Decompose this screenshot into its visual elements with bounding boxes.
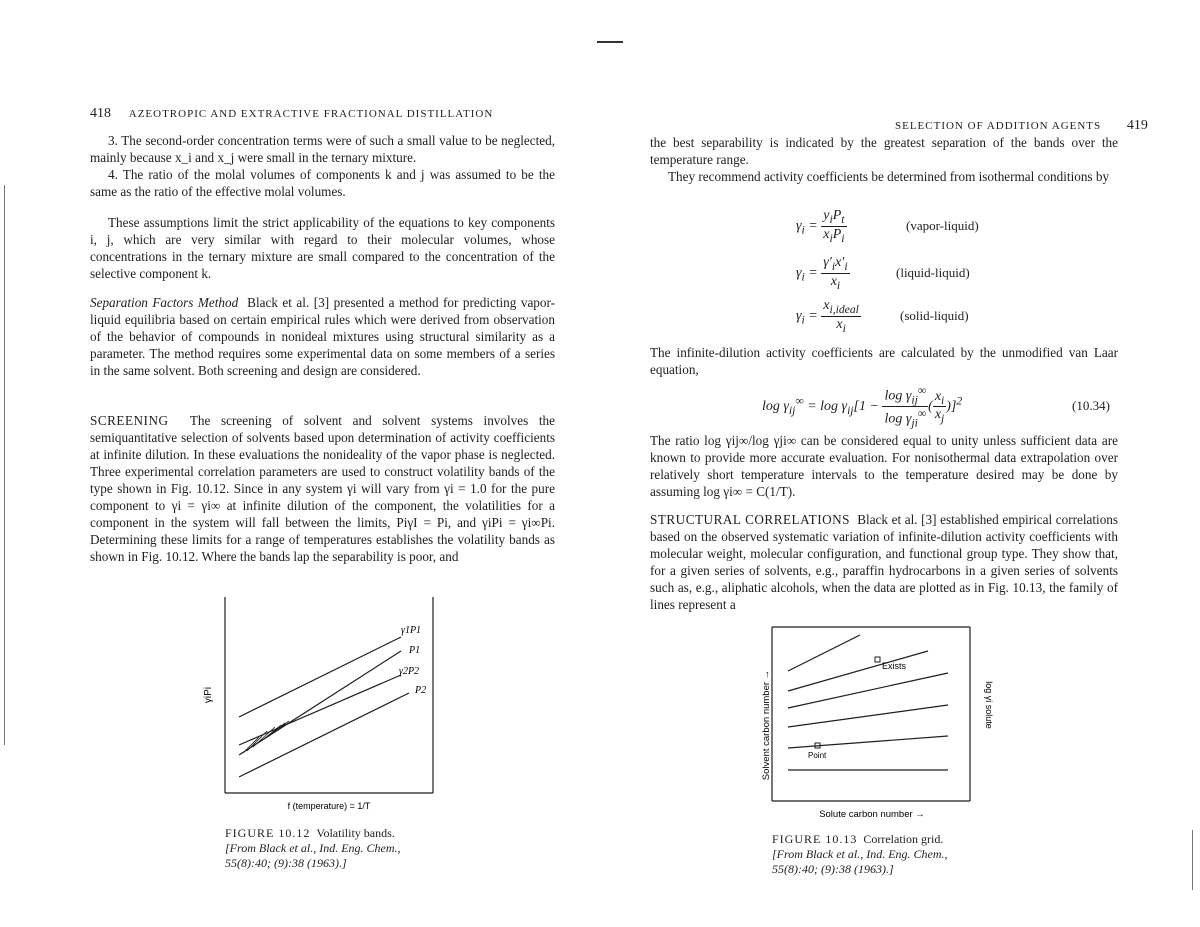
equation-vapor-liquid: $\gamma_i$ = $\frac{y_iP_t}{x_iP_i}$	[796, 208, 845, 245]
figure-10-12-caption	[225, 826, 430, 871]
fig13-line-5	[788, 736, 948, 748]
right-page	[600, 0, 1200, 927]
right-page-number: 419	[1126, 118, 1148, 133]
fig13-x-label: Solute carbon number →	[819, 809, 925, 820]
fig13-caption-source: [From Black et al., Ind. Eng. Chem., 55(8):40; (9):38 (1963).]	[772, 847, 948, 876]
separation-factors-section	[90, 294, 555, 379]
equation-number: (10.34)	[1072, 398, 1110, 413]
structural-heading: STRUCTURAL CORRELATIONS	[650, 512, 850, 527]
screening-section	[90, 412, 555, 565]
fig12-y-label: γiPi	[203, 686, 214, 704]
fig12-label-g1p1: γ1P1	[401, 625, 422, 636]
equation-10-34: $\log \gamma_{ij}^\infty = \log \gamma_{ij}[1$ − $\frac{\log \gamma_{ij}^\infty}{\log \gamma_{ji}^\infty}$ ( $\frac{x_i}{x_j}$ )]$^2$	[762, 384, 963, 430]
left-running-head: AZEOTROPIC AND EXTRACTIVE FRACTIONAL DISTILLATION	[128, 108, 494, 120]
separation-factors-heading: Separation Factors Method	[90, 295, 239, 310]
figure-10-13	[760, 625, 994, 825]
fig13-caption-title: Correlation grid.	[863, 832, 944, 846]
item-4: 4. The ratio of the molal volumes of components k and j was assumed to be the same as the ratio of the effective molal volumes.	[90, 167, 555, 199]
left-items	[90, 132, 555, 200]
screening-heading: SCREENING	[90, 413, 169, 428]
separation-factors-body: Black et al. [3] presented a method for predicting vapor-liquid equilibria based on certain empirical rules which were derived from observation of the behavior of compounds in nonideal mixtures using structural similarity as a parameter. The method requires some experimental data on some members of a series in the same solvent. Both screening and design are considered.	[90, 295, 556, 378]
fig12-caption-label: FIGURE 10.12	[225, 826, 311, 840]
ratio-text: The ratio log γij∞/log γji∞ can be considered equal to unity unless sufficient data are known to provide more accurate evaluation. For nonisothermal data extrapolation over relatively short temperature intervals to the temperature desired may be done by assuming log γi∞ = C(1/T).	[650, 433, 1118, 499]
fig13-line-2	[788, 651, 928, 691]
fig13-annotation-point: Point	[808, 751, 827, 760]
left-header	[90, 106, 493, 122]
eq-label-liquid-liquid: (liquid-liquid)	[896, 265, 970, 280]
assumptions-text: These assumptions limit the strict applicability of the equations to key components i, j, which are very similar with regard to their molecular volumes, whose concentrations in the ternary mixture are small compared to the concentration of the selective component k.	[90, 215, 555, 281]
right-continuation	[650, 134, 1118, 185]
equation-solid-liquid: $\gamma_i$ = $\frac{x_{i,ideal}}{x_i}$	[796, 298, 859, 335]
fig13-y-label: Solvent carbon number →	[761, 669, 772, 781]
fig12-x-label: f (temperature) = 1/T	[287, 801, 371, 811]
left-page-number: 418	[90, 106, 111, 121]
continuation-text: the best separability is indicated by the greatest separation of the bands over the temperature range.	[650, 135, 1118, 167]
infinite-dilution-text: The infinite-dilution activity coefficients are calculated by the unmodified van Laar equation,	[650, 345, 1118, 377]
ratio-paragraph	[650, 432, 1118, 500]
fig12-caption-title: Volatility bands.	[316, 826, 395, 840]
item-3: 3. The second-order concentration terms were of such a small value to be neglected, mainly because x_i and x_j were small in the ternary mixture.	[90, 133, 555, 165]
figure-10-13-caption	[772, 832, 977, 877]
fig12-line-p2	[239, 693, 409, 777]
fig12-caption-source: [From Black et al., Ind. Eng. Chem., 55(8):40; (9):38 (1963).]	[225, 841, 401, 870]
fig13-right-label: log γi solute	[984, 681, 994, 729]
right-running-head: SELECTION OF ADDITION AGENTS	[895, 120, 1102, 132]
structural-body: Black et al. [3] established empirical correlations based on the observed systematic variation of infinite-dilution activity coefficients with molecular weight, molecular configuration, and functional group type. They show that, for a given series of solvents, e.g., paraffin hydrocarbons in a given series of solvents such as, e.g., aliphatic alcohols, when the data are plotted as in Fig. 10.13, the family of lines represent a	[650, 512, 1119, 612]
assumptions-paragraph	[90, 214, 555, 282]
fig13-line-3	[788, 673, 948, 708]
fig13-caption-label: FIGURE 10.13	[772, 832, 858, 846]
right-header	[895, 118, 1148, 134]
eq-label-vapor-liquid: (vapor-liquid)	[906, 218, 979, 233]
fig12-overlap-hatch	[243, 721, 289, 753]
fig12-label-g2p2: γ2P2	[399, 666, 420, 677]
fig13-marker-exists	[875, 657, 880, 662]
recommend-text: They recommend activity coefficients be determined from isothermal conditions by	[668, 169, 1110, 184]
fig13-annotation-exists: Exists	[882, 661, 907, 671]
structural-correlations-section	[650, 511, 1118, 613]
screening-body: The screening of solvent and solvent systems involves the semiquantitative selection of solvents based upon determination of activity coefficients at infinite dilution. In these evaluations the nonideality of the vapor phase is neglected. Three experimental correlation parameters are used to construct volatility bands of the type shown in Fig. 10.12. Since in any system γi will vary from γi = 1.0 for the pure component to γi = γi∞ at infinite dilution of the component, the volatilities for a component in the system will fall between the limits, PiγI = Pi, and γiPi = γi∞Pi. Determining these limits for a range of temperatures establishes the volatility bands as shown in Fig. 10.12. Where the bands lap the separability is poor, and	[90, 413, 556, 564]
eq-label-solid-liquid: (solid-liquid)	[900, 308, 969, 323]
fig12-label-p1: P1	[409, 645, 421, 656]
fig13-line-4	[788, 705, 948, 727]
fig12-line-g1p1	[239, 637, 401, 717]
equation-liquid-liquid: $\gamma_i$ = $\frac{\gamma'_ix'_i}{x_i}$	[796, 255, 848, 292]
figure-10-12	[205, 595, 450, 815]
fig12-label-p2: P2	[415, 685, 427, 696]
fig13-line-1	[788, 635, 860, 671]
infinite-dilution-paragraph	[650, 344, 1118, 378]
scan-mark-left-edge	[4, 185, 5, 745]
